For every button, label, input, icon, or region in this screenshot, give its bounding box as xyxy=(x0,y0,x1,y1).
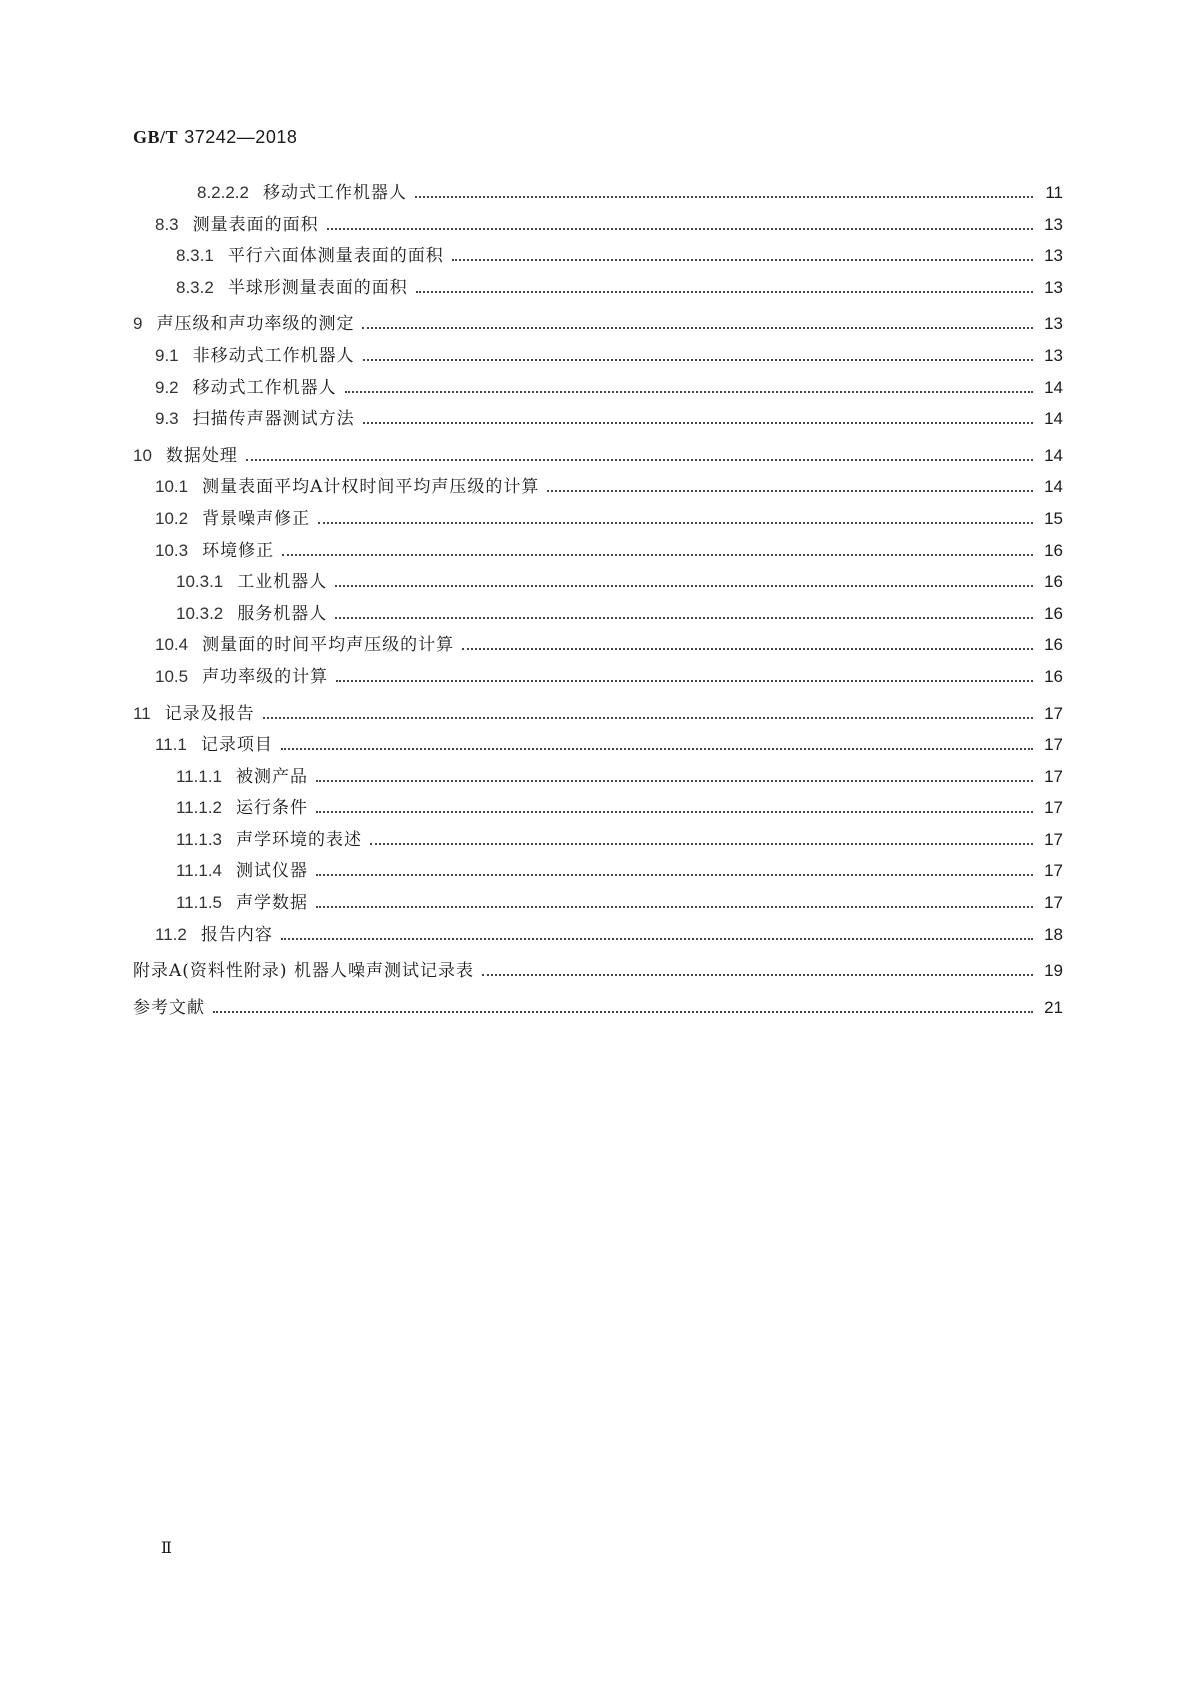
toc-entry[interactable] xyxy=(133,273,1063,305)
dot-leader xyxy=(462,648,1033,650)
toc-entry-page: 17 xyxy=(1044,766,1063,786)
standard-number: 37242—2018 xyxy=(184,127,298,147)
toc-entry[interactable] xyxy=(133,567,1063,599)
dot-leader xyxy=(336,680,1033,682)
toc-entry-title: 声压级和声功率级的测定 xyxy=(156,314,355,335)
dot-leader xyxy=(263,717,1033,719)
toc-entry-page: 18 xyxy=(1044,924,1063,944)
toc-entry-page: 16 xyxy=(1044,635,1063,655)
toc-entry-number: 11.2 xyxy=(155,924,187,944)
dot-leader xyxy=(335,617,1033,619)
toc-entry-title: 测量面的时间平均声压级的计算 xyxy=(202,635,455,656)
dot-leader xyxy=(547,490,1033,492)
toc-entry-number: 10.5 xyxy=(155,666,189,686)
toc-entry-page: 16 xyxy=(1044,572,1063,592)
toc-entry-page: 14 xyxy=(1044,445,1063,465)
toc-entry[interactable] xyxy=(133,472,1063,504)
toc-entry-page: 13 xyxy=(1044,214,1063,234)
dot-leader xyxy=(362,327,1033,329)
toc-entry-page: 17 xyxy=(1044,829,1063,849)
dot-leader xyxy=(482,974,1033,976)
toc-entry[interactable] xyxy=(133,856,1063,888)
toc-entry-title: 扫描传声器测试方法 xyxy=(192,409,355,430)
toc-entry-title: 声学环境的表述 xyxy=(236,829,363,850)
toc-entry-page: 13 xyxy=(1044,345,1063,365)
toc-entry-title: 被测产品 xyxy=(236,766,309,787)
toc-entry[interactable] xyxy=(133,699,1063,731)
dot-leader xyxy=(345,391,1033,393)
dot-leader xyxy=(363,422,1033,424)
toc-entry-page: 17 xyxy=(1044,893,1063,913)
toc-entry-title: 数据处理 xyxy=(165,445,238,466)
toc-entry[interactable] xyxy=(133,793,1063,825)
toc-entry[interactable] xyxy=(133,504,1063,536)
toc-entry-page: 21 xyxy=(1044,997,1063,1017)
toc-entry-number: 10.3.1 xyxy=(176,572,224,592)
toc-entry-number: 8.2.2.2 xyxy=(197,183,249,202)
toc-entry[interactable] xyxy=(133,341,1063,373)
toc-entry-number: 10.4 xyxy=(155,635,189,655)
dot-leader xyxy=(316,906,1033,908)
toc-entry[interactable] xyxy=(133,662,1063,694)
toc-entry-page: 19 xyxy=(1044,961,1063,981)
toc-entry[interactable] xyxy=(133,920,1063,952)
toc-entry-page: 14 xyxy=(1044,409,1063,429)
toc-entry-number: 11 xyxy=(133,703,151,723)
dot-leader xyxy=(316,780,1033,782)
toc-entry[interactable] xyxy=(133,730,1063,762)
toc-entry-title: 测试仪器 xyxy=(236,861,309,882)
toc-entry-title: 非移动式工作机器人 xyxy=(192,345,355,366)
toc-entry-title: 半球形测量表面的面积 xyxy=(227,277,408,298)
toc-entry-page: 13 xyxy=(1044,277,1063,297)
toc-entry[interactable] xyxy=(133,536,1063,568)
toc-entry-title: 记录项目 xyxy=(200,735,273,756)
toc-entry[interactable] xyxy=(133,825,1063,857)
table-of-contents xyxy=(133,178,1063,1024)
toc-entry-title: 服务机器人 xyxy=(237,603,328,624)
toc-entry[interactable] xyxy=(133,178,1063,210)
standard-code: GB/T xyxy=(133,127,179,147)
toc-entry[interactable] xyxy=(133,630,1063,662)
toc-entry-number: 10 xyxy=(133,445,152,465)
toc-entry-page: 16 xyxy=(1044,540,1063,560)
dot-leader xyxy=(318,522,1033,524)
toc-entry-number: 9.1 xyxy=(155,345,179,365)
toc-entry[interactable] xyxy=(133,309,1063,341)
dot-leader xyxy=(335,585,1033,587)
toc-entry-number: 9 xyxy=(133,314,143,334)
toc-entry-title: 平行六面体测量表面的面积 xyxy=(227,246,444,267)
toc-entry-title: 移动式工作机器人 xyxy=(263,183,407,203)
toc-entry-page: 14 xyxy=(1044,377,1063,397)
toc-entry[interactable] xyxy=(133,241,1063,273)
toc-entry-page: 13 xyxy=(1044,246,1063,266)
dot-leader xyxy=(452,259,1033,261)
toc-entry-number: 8.3.2 xyxy=(176,277,214,297)
toc-entry-title: 移动式工作机器人 xyxy=(192,377,337,398)
toc-entry-title: 环境修正 xyxy=(202,540,275,561)
dot-leader xyxy=(327,228,1033,230)
toc-entry-number: 11.1.2 xyxy=(176,798,223,818)
toc-entry-number: 11.1 xyxy=(155,735,187,755)
dot-leader xyxy=(316,811,1033,813)
dot-leader xyxy=(281,938,1033,940)
toc-entry-page: 17 xyxy=(1044,703,1063,723)
toc-entry-number: 10.2 xyxy=(155,508,189,528)
toc-entry-page: 14 xyxy=(1044,477,1063,497)
toc-entry-page: 17 xyxy=(1044,798,1063,818)
dot-leader xyxy=(415,196,1033,198)
toc-entry-title: 声学数据 xyxy=(236,893,309,914)
dot-leader xyxy=(213,1011,1033,1013)
toc-entry[interactable] xyxy=(133,888,1063,920)
toc-entry-title: 测量表面的面积 xyxy=(192,214,319,235)
dot-leader xyxy=(281,748,1033,750)
toc-entry-number: 10.1 xyxy=(155,477,189,497)
toc-entry[interactable] xyxy=(133,762,1063,794)
toc-entry-page: 13 xyxy=(1044,314,1063,334)
toc-entry-title: 附录A(资料性附录) 机器人噪声测试记录表 xyxy=(133,961,474,982)
toc-entry-number: 11.1.3 xyxy=(176,829,223,849)
dot-leader xyxy=(282,554,1033,556)
dot-leader xyxy=(363,359,1033,361)
toc-entry-page: 16 xyxy=(1044,603,1063,623)
toc-entry[interactable] xyxy=(133,404,1063,436)
toc-entry-number: 9.2 xyxy=(155,377,179,397)
dot-leader xyxy=(416,291,1033,293)
toc-entry-number: 8.3 xyxy=(155,214,179,234)
toc-entry-number: 11.1.4 xyxy=(176,861,223,881)
toc-entry-title: 背景噪声修正 xyxy=(202,508,311,529)
toc-entry-number: 10.3 xyxy=(155,540,189,560)
toc-entry-number: 9.3 xyxy=(155,409,179,429)
toc-entry[interactable] xyxy=(133,373,1063,405)
toc-entry-title: 测量表面平均A计权时间平均声压级的计算 xyxy=(202,477,540,498)
toc-entry[interactable] xyxy=(133,441,1063,473)
toc-entry-page: 15 xyxy=(1044,508,1063,528)
toc-entry-title: 工业机器人 xyxy=(237,572,328,593)
dot-leader xyxy=(370,843,1033,845)
toc-entry-page: 16 xyxy=(1044,666,1063,686)
toc-entry-title: 运行条件 xyxy=(236,798,309,819)
toc-entry-page: 17 xyxy=(1044,861,1063,881)
document-header xyxy=(133,127,297,148)
toc-entry-page: 11 xyxy=(1045,183,1063,202)
toc-entry[interactable] xyxy=(133,599,1063,631)
toc-entry-title: 记录及报告 xyxy=(164,703,255,724)
toc-entry-number: 11.1.5 xyxy=(176,893,223,913)
toc-entry[interactable] xyxy=(133,993,1063,1025)
dot-leader xyxy=(246,459,1033,461)
toc-entry-page: 17 xyxy=(1044,735,1063,755)
toc-entry-number: 10.3.2 xyxy=(176,603,224,623)
toc-entry-title: 参考文献 xyxy=(133,997,205,1018)
toc-entry-number: 8.3.1 xyxy=(176,246,214,266)
toc-entry[interactable] xyxy=(133,956,1063,988)
dot-leader xyxy=(316,874,1033,876)
page-number: Ⅱ xyxy=(161,1540,172,1557)
toc-entry-number: 11.1.1 xyxy=(176,766,223,786)
toc-entry[interactable] xyxy=(133,210,1063,242)
toc-entry-title: 声功率级的计算 xyxy=(202,666,329,687)
toc-entry-title: 报告内容 xyxy=(200,924,273,945)
